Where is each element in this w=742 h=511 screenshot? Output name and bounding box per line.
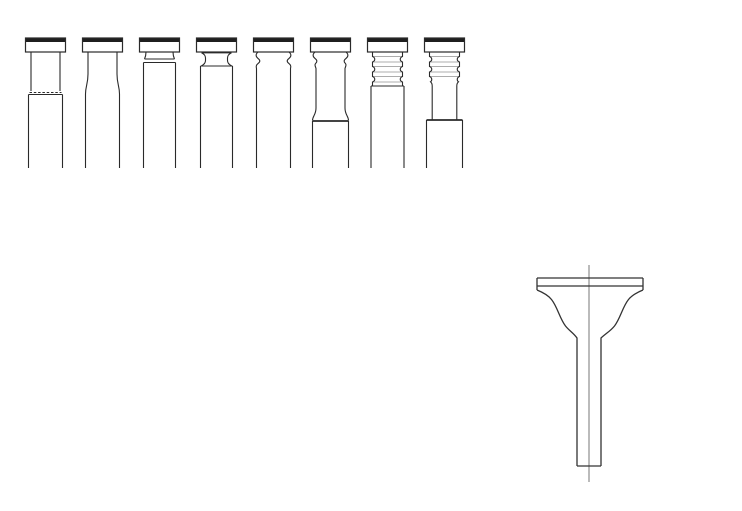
groove-schematics-row (17, 36, 473, 168)
list-item (489, 118, 510, 134)
list-item (489, 134, 510, 150)
valve-figure-4 (188, 36, 245, 168)
list-item (489, 149, 510, 165)
list-item (489, 87, 510, 103)
valve-outline-drawing (537, 265, 643, 482)
list-item (489, 102, 510, 118)
valve-figure-5 (245, 36, 302, 168)
valve-figure-3 (131, 36, 188, 168)
exhaust-valve-temperature-diagram (430, 180, 742, 490)
list-item (489, 40, 510, 56)
list-item (489, 71, 510, 87)
groove-type-list (489, 40, 510, 165)
valve-figure-6 (302, 36, 359, 168)
valve-figure-2 (74, 36, 131, 168)
valve-figure-8 (416, 36, 473, 168)
valve-figure-1 (17, 36, 74, 168)
valve-figure-7 (359, 36, 416, 168)
list-item (489, 56, 510, 72)
